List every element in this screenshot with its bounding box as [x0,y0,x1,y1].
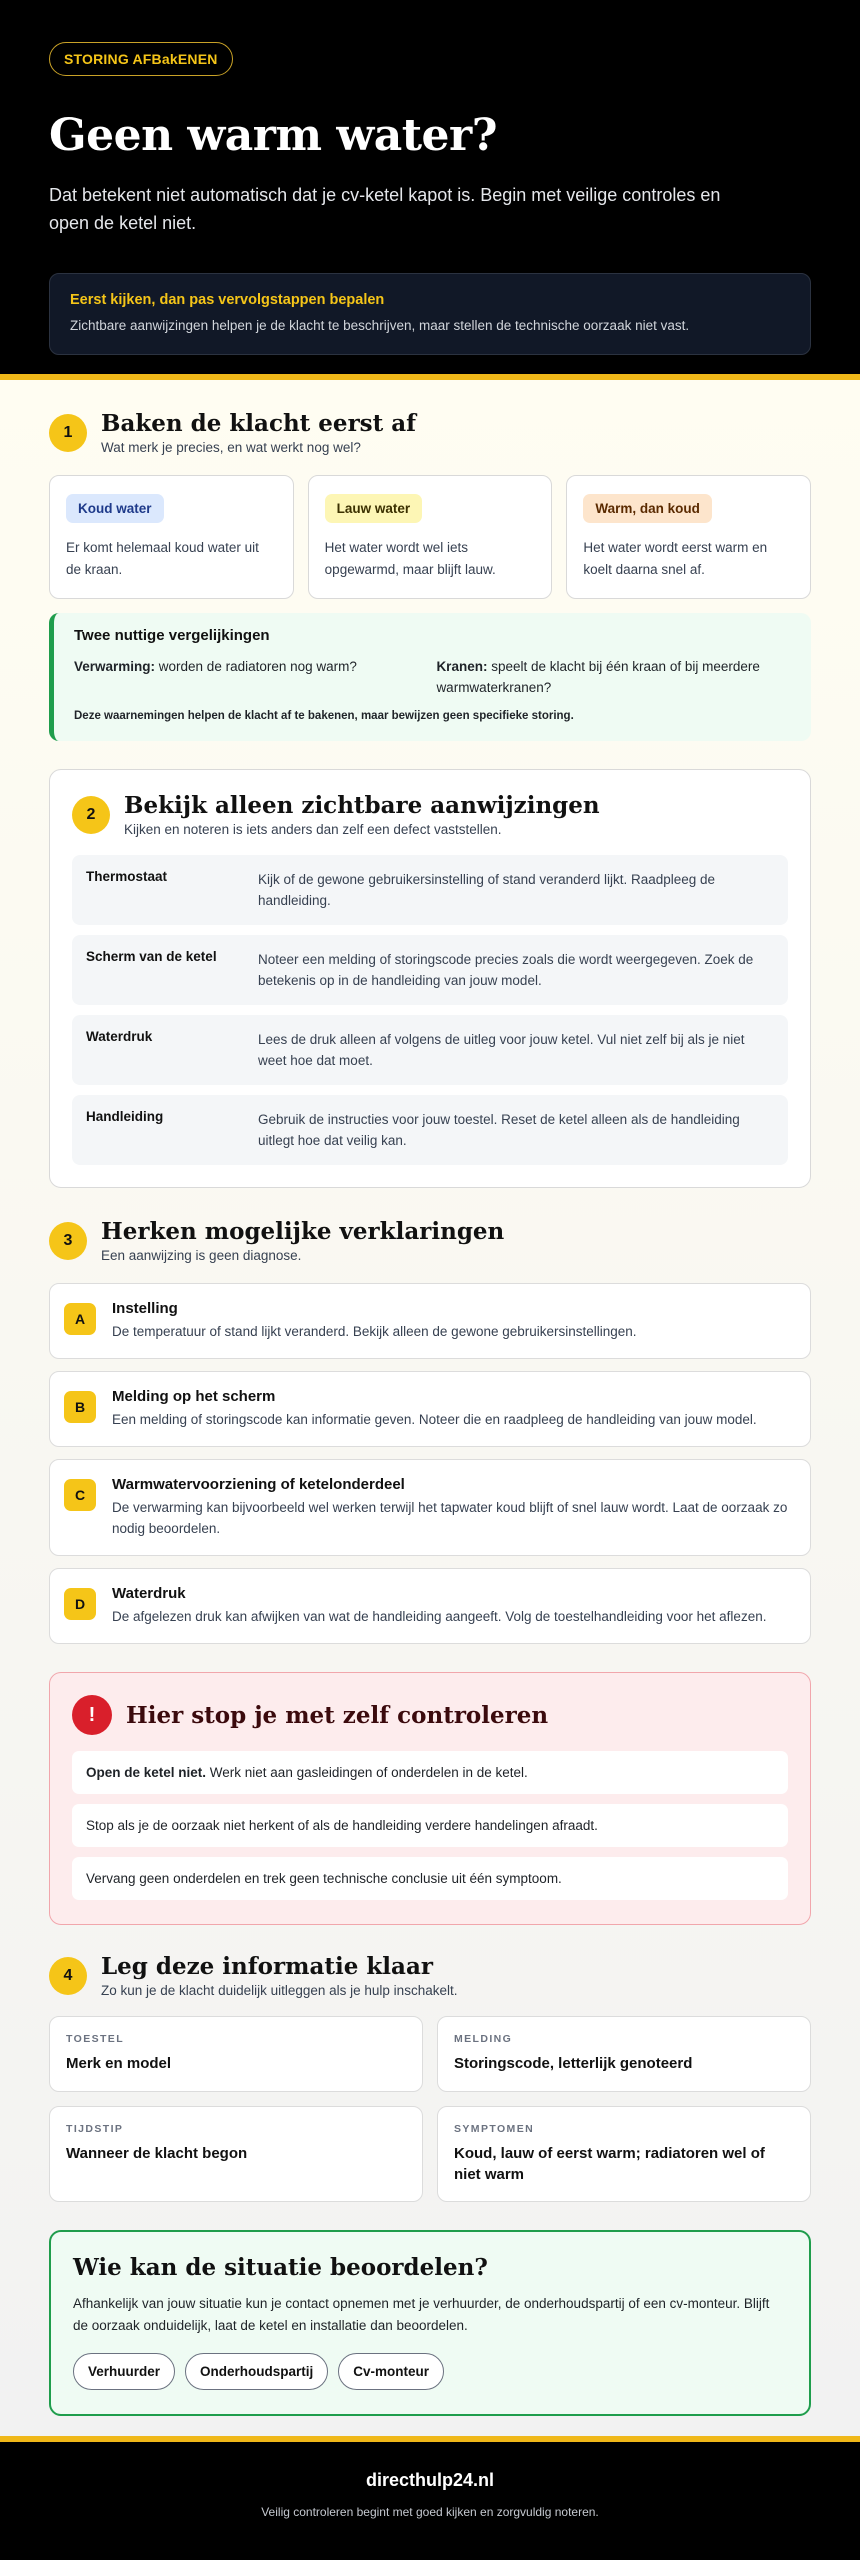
symptom-card [308,475,553,599]
explanation-text: De afgelezen druk kan afwijken van wat de handleiding aangeeft. Volg de toestelhandleiding voor het aflezen. [112,1609,767,1624]
page-title: Geen warm water? [49,110,497,161]
step-number: 3 [49,1222,87,1260]
symptom-label: Warm, dan koud [583,494,712,523]
step-number: 4 [49,1957,87,1995]
comparison-heating: Verwarming: worden de radiatoren nog warm? [74,659,357,674]
footer [0,2442,860,2545]
info-value: Merk en model [66,2055,172,2072]
clue-row [72,1015,788,1085]
explanation-title: Waterdruk [112,1585,186,1602]
maintenance-party-button[interactable]: Onderhoudspartij [185,2353,328,2390]
comparison-box [49,613,811,741]
clue-key: Handleiding [86,1109,164,1124]
symptom-card [566,475,811,599]
footer-brand[interactable]: directhulp24.nl [365,2470,495,2490]
hero [0,0,860,374]
warning-item: Open de ketel niet. Werk niet aan gasleidingen of onderdelen in de ketel. [72,1751,788,1794]
comparison-taps: Kranen: speelt de klacht bij één kraan of bij meerdere warmwaterkranen? [436,659,760,695]
info-value: Storingscode, letterlijk genoteerd [454,2055,693,2072]
info-label: TIJDSTIP [66,2123,124,2135]
hero-note [49,273,811,355]
clue-key: Scherm van de ketel [86,949,217,964]
step-title: Herken mogelijke verklaringen [101,1218,505,1245]
symptom-text: Er komt helemaal koud water uit de kraan. [66,540,259,577]
explanation-title: Warmwatervoorziening of ketelonderdeel [112,1476,405,1493]
step-number: 1 [49,414,87,452]
clue-key: Thermostaat [86,869,168,884]
step-title: Leg deze informatie klaar [101,1953,433,1980]
step-title: Bekijk alleen zichtbare aanwijzingen [124,792,600,819]
explanation-letter: B [64,1391,96,1423]
clue-value: Noteer een melding of storingscode precies zoals die wordt weergegeven. Zoek de betekenis op in de handleiding van jouw model. [258,952,754,988]
clue-value: Kijk of de gewone gebruikersinstelling of stand veranderd lijkt. Raadpleeg de handleiding. [258,872,716,908]
comparison-footnote: Deze waarnemingen helpen de klacht af te bakenen, maar bewijzen geen specifieke storing. [74,710,574,722]
explanation-letter: A [64,1303,96,1335]
info-label: TOESTEL [66,2033,125,2045]
symptom-label: Koud water [66,494,164,523]
explanation-title: Instelling [112,1300,178,1317]
explanation-item [49,1568,811,1644]
warning-item: Vervang geen onderdelen en trek geen technische conclusie uit één symptoom. [72,1857,788,1900]
explanation-item [49,1371,811,1447]
clue-row [72,935,788,1005]
category-badge: STORING AFBakENEN [49,42,233,76]
main-content [0,380,860,2436]
symptom-text: Het water wordt wel iets opgewarmd, maar blijft lauw. [324,540,496,577]
who-title: Wie kan de situatie beoordelen? [73,2254,488,2281]
step-title: Baken de klacht eerst af [101,410,417,437]
heating-technician-button[interactable]: Cv-monteur [338,2353,444,2390]
explanation-letter: D [64,1588,96,1620]
symptom-card [49,475,294,599]
comparison-title: Twee nuttige vergelijkingen [74,627,270,644]
who-text: Afhankelijk van jouw situatie kun je contact opnemen met je verhuurder, de onderhoudspartij of een cv-monteur. Blijft de oorzaak onduidelijk, laat de ketel en installatie dan beoordelen. [73,2296,770,2333]
symptom-text: Het water wordt eerst warm en koelt daarna snel af. [583,540,768,577]
warning-item: Stop als je de oorzaak niet herkent of als de handleiding verdere handelingen afraadt. [72,1804,788,1847]
info-label: MELDING [454,2033,513,2045]
info-card [437,2106,811,2202]
step-3-section [49,1218,811,1644]
explanation-text: Een melding of storingscode kan informatie geven. Noteer die en raadpleeg de handleiding van jouw model. [112,1412,757,1427]
explanation-text: De verwarming kan bijvoorbeeld wel werken terwijl het tapwater koud blijft of snel lauw wordt. Laat de oorzaak zo nodig beoordelen. [112,1500,788,1536]
symptom-label: Lauw water [325,494,423,523]
explanation-item [49,1459,811,1556]
info-card [49,2106,423,2202]
explanation-letter: C [64,1479,96,1511]
info-value: Wanneer de klacht begon [66,2145,248,2162]
explanation-title: Melding op het scherm [112,1388,276,1405]
info-label: SYMPTOMEN [454,2123,535,2135]
clue-value: Gebruik de instructies voor jouw toestel. Reset de ketel alleen als de handleiding uitlegt hoe dat veilig kan. [258,1112,740,1148]
warning-icon: ! [72,1695,112,1735]
step-1-section [49,410,811,741]
step-subtitle: Een aanwijzing is geen diagnose. [101,1248,302,1263]
hero-note-text: Zichtbare aanwijzingen helpen je de klacht te beschrijven, maar stellen de technische oorzaak niet vast. [70,318,690,333]
info-value: Koud, lauw of eerst warm; radiatoren wel of niet warm [454,2145,765,2183]
warning-title: Hier stop je met zelf controleren [126,1701,549,1729]
step-number: 2 [72,796,110,834]
footer-tagline: Veilig controleren begint met goed kijken en zorgvuldig noteren. [261,2505,599,2519]
landlord-button[interactable]: Verhuurder [73,2353,175,2390]
who-can-help-section [49,2230,811,2416]
step-subtitle: Wat merk je precies, en wat werkt nog wel? [101,440,361,455]
step-subtitle: Zo kun je de klacht duidelijk uitleggen als je hulp inschakelt. [101,1983,458,1998]
clue-row [72,855,788,925]
hero-note-title: Eerst kijken, dan pas vervolgstappen bepalen [70,292,385,308]
page-intro: Dat betekent niet automatisch dat je cv-ketel kapot is. Begin met veilige controles en open de ketel niet. [49,185,721,233]
explanation-text: De temperatuur of stand lijkt veranderd. Bekijk alleen de gewone gebruikersinstellingen. [112,1324,637,1339]
step-subtitle: Kijken en noteren is iets anders dan zelf een defect vaststellen. [124,822,502,837]
clue-value: Lees de druk alleen af volgens de uitleg voor jouw ketel. Vul niet zelf bij als je niet weet hoe dat moet. [258,1032,745,1068]
step-4-section [49,1953,811,2202]
clue-key: Waterdruk [86,1029,153,1044]
step-2-section [49,769,811,1188]
explanation-item [49,1283,811,1359]
info-card [49,2016,423,2092]
stop-warning-section [49,1672,811,1925]
clue-row [72,1095,788,1165]
info-card [437,2016,811,2092]
